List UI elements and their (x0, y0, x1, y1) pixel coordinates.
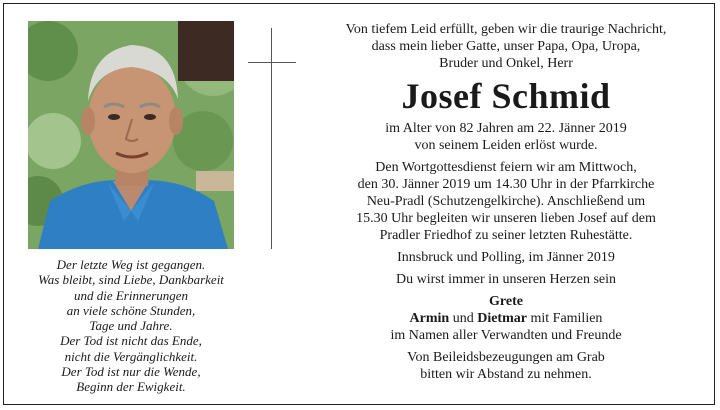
intro-line: dass mein lieber Gatte, unser Papa, Opa, Uropa, (371, 39, 641, 54)
intro-line: Bruder und Onkel, Herr (439, 56, 573, 71)
poem-line: und die Erinnerungen (73, 287, 189, 303)
relatives-line: im Namen aller Verwandten und Freunde (390, 328, 622, 343)
deceased-name: Josef Schmid (401, 76, 611, 116)
poem-line: Der Tod ist nur die Wende, (61, 364, 201, 380)
service-line: Den Wortgottesdienst feiern wir am Mittwoch, (375, 160, 637, 175)
intro-line: Von tiefem Leid erfüllt, geben wir die traurige Nachricht, (345, 22, 667, 37)
poem (14, 257, 248, 395)
obituary-text (296, 21, 716, 383)
service-line: 15.30 Uhr begleiten wir unseren lieben Josef auf dem (356, 211, 656, 226)
poem-line: Der Tod ist nicht das Ende, (60, 333, 202, 349)
poem-line: Was bleibt, sind Liebe, Dankbarkeit (38, 272, 224, 288)
portrait-illustration (28, 21, 234, 249)
service-line: Pradler Friedhof zu seiner letzten Ruhestätte. (379, 228, 633, 243)
obituary-card (3, 3, 715, 405)
service-line: den 30. Jänner 2019 um 14.30 Uhr in der Pfarrkirche (357, 177, 655, 192)
condolence-line: bitten wir Abstand zu nehmen. (420, 367, 592, 382)
family-rest: mit Familien (526, 311, 603, 326)
poem-line: Tage und Jahre. (89, 318, 173, 334)
cross-icon-bar (248, 62, 296, 63)
family-name: Armin (409, 311, 450, 326)
family-connector: und (449, 311, 478, 326)
family-line (296, 310, 716, 327)
age-line: von seinem Leiden erlöst wurde. (414, 138, 598, 153)
age-line: im Alter von 82 Jahren am 22. Jänner 2019 (385, 121, 627, 136)
poem-line: Beginn der Ewigkeit. (76, 379, 186, 395)
service-line: Neu-Pradl (Schutzengelkirche). Anschließend um (366, 194, 646, 209)
poem-line: Der letzte Weg ist gegangen. (56, 257, 206, 272)
family-name: Dietmar (477, 311, 527, 326)
poem-line: nicht die Vergänglichkeit. (64, 348, 198, 364)
poem-line: an viele schöne Stunden, (66, 302, 196, 318)
memory-line: Du wirst immer in unseren Herzen sein (395, 272, 617, 287)
condolence-line: Von Beileidsbezeugungen am Grab (407, 350, 605, 365)
family-first: Grete (489, 294, 523, 309)
place-date: Innsbruck und Polling, im Jänner 2019 (397, 250, 615, 265)
portrait-photo (28, 21, 234, 249)
